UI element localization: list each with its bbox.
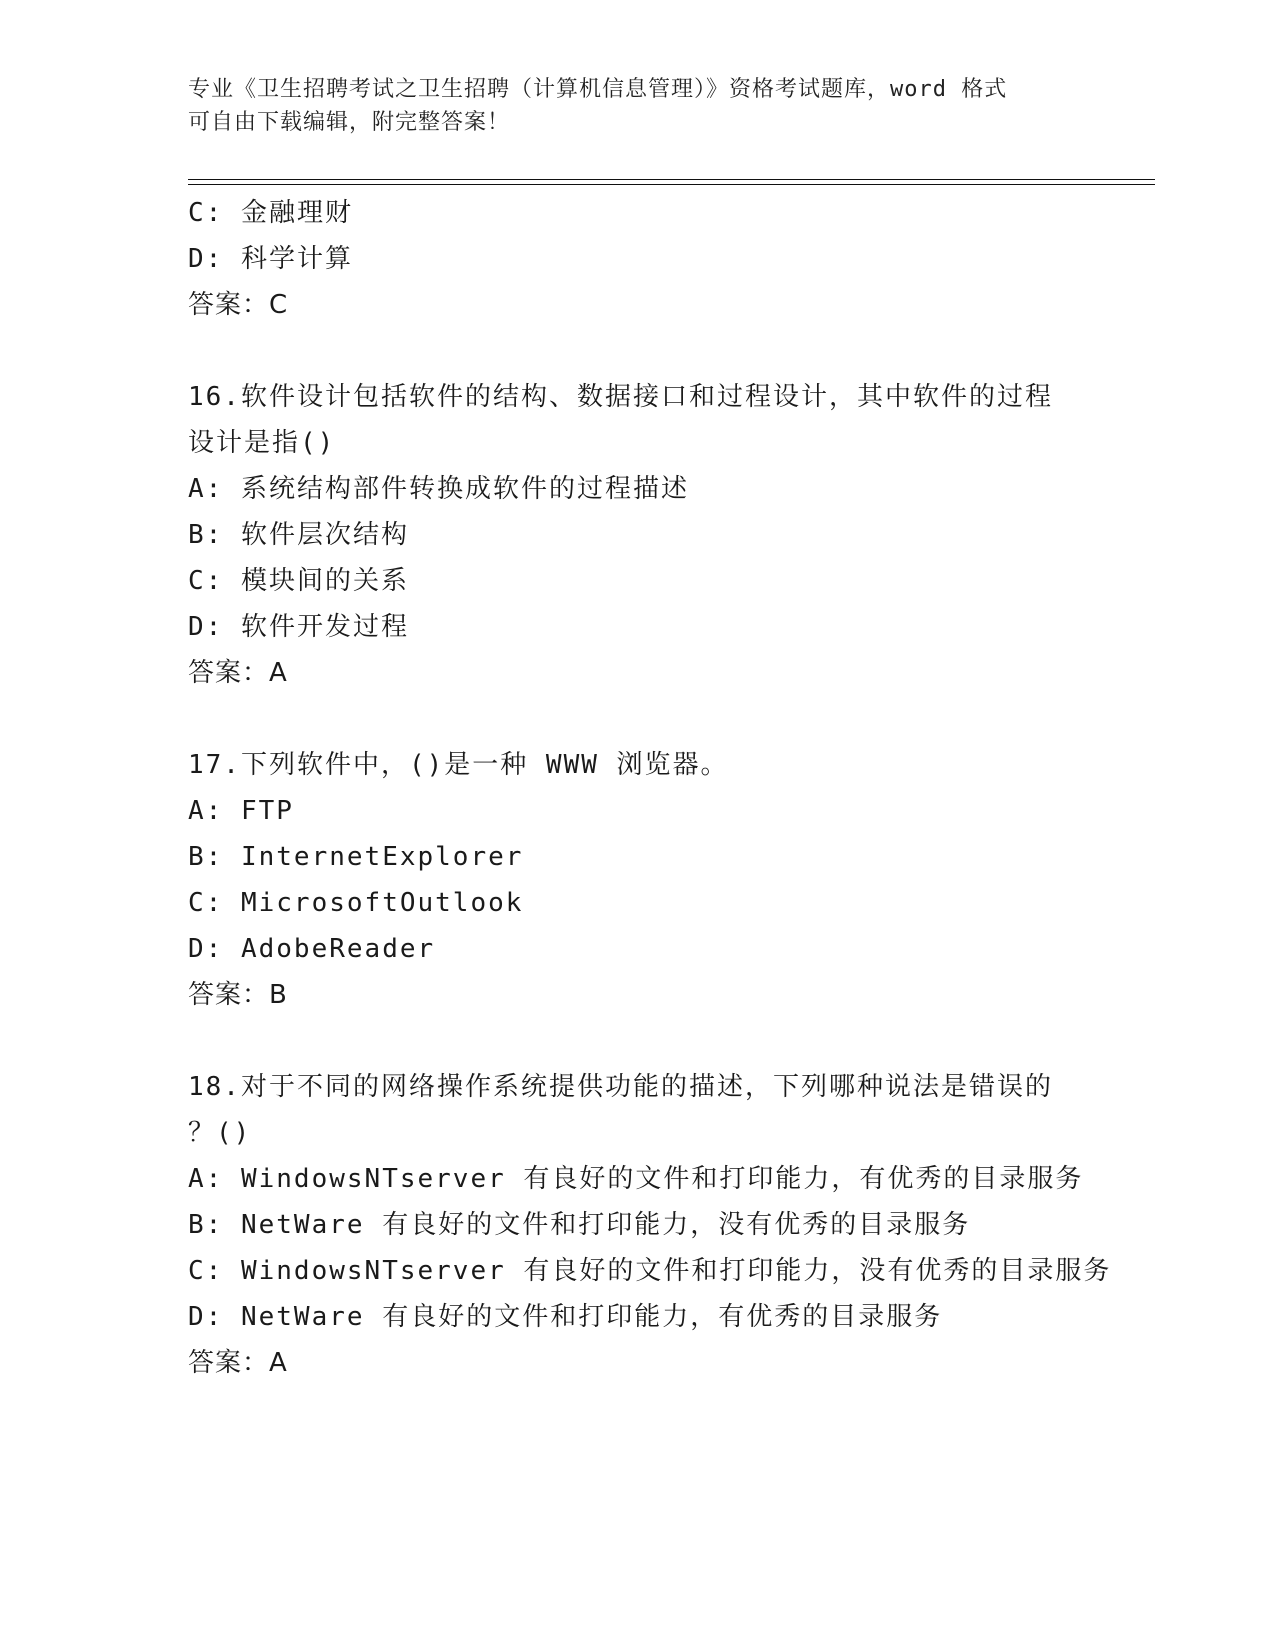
option-c xyxy=(188,558,1148,604)
answer-line: 答案：A xyxy=(188,1348,288,1378)
option-c xyxy=(188,1248,1148,1294)
header-divider-bottom xyxy=(188,184,1155,185)
option-letter: A: xyxy=(188,474,224,504)
option-text: WindowsNTserver 有良好的文件和打印能力，没有优秀的目录服务 xyxy=(240,1256,1112,1286)
header-divider-top xyxy=(188,179,1155,180)
option-text: FTP xyxy=(240,796,294,826)
option-letter: C: xyxy=(188,1256,224,1286)
question-stem: 16.软件设计包括软件的结构、数据接口和过程设计，其中软件的过程 xyxy=(188,382,1053,412)
option-d xyxy=(188,604,1148,650)
option-d xyxy=(188,1294,1148,1340)
option-a xyxy=(188,788,1148,834)
spacer xyxy=(188,1018,1148,1064)
question-content xyxy=(188,190,1148,1386)
option-letter: C: xyxy=(188,888,224,918)
option-b xyxy=(188,1202,1148,1248)
option-text: NetWare 有良好的文件和打印能力，没有优秀的目录服务 xyxy=(240,1210,971,1240)
question-stem-cont: 设计是指() xyxy=(188,428,336,458)
option-text: MicrosoftOutlook xyxy=(240,888,524,918)
option-text: InternetExplorer xyxy=(240,842,524,872)
option-text: 软件开发过程 xyxy=(240,612,409,642)
option-c xyxy=(188,190,1148,236)
option-text: AdobeReader xyxy=(240,934,436,964)
option-text: 系统结构部件转换成软件的过程描述 xyxy=(240,474,689,504)
question-16 xyxy=(188,374,1148,696)
option-text: 金融理财 xyxy=(240,198,353,228)
option-text: 软件层次结构 xyxy=(240,520,409,550)
option-text: NetWare 有良好的文件和打印能力，有优秀的目录服务 xyxy=(240,1302,943,1332)
option-letter: D: xyxy=(188,934,224,964)
question-15-tail xyxy=(188,190,1148,328)
option-a xyxy=(188,1156,1148,1202)
question-18 xyxy=(188,1064,1148,1386)
option-a xyxy=(188,466,1148,512)
option-b xyxy=(188,512,1148,558)
option-d xyxy=(188,926,1148,972)
option-letter: D: xyxy=(188,612,224,642)
option-b xyxy=(188,834,1148,880)
option-letter: D: xyxy=(188,244,224,274)
header-line-1: 专业《卫生招聘考试之卫生招聘（计算机信息管理）》资格考试题库，word 格式 xyxy=(188,77,1008,102)
document-header xyxy=(188,73,1088,139)
answer-line: 答案：B xyxy=(188,980,288,1010)
option-letter: B: xyxy=(188,520,224,550)
header-line-2: 可自由下载编辑，附完整答案！ xyxy=(188,110,511,135)
question-17 xyxy=(188,742,1148,1018)
option-letter: A: xyxy=(188,1164,224,1194)
option-text: WindowsNTserver 有良好的文件和打印能力，有优秀的目录服务 xyxy=(240,1164,1084,1194)
option-letter: B: xyxy=(188,842,224,872)
answer-line: 答案：A xyxy=(188,658,288,688)
option-letter: C: xyxy=(188,566,224,596)
option-letter: D: xyxy=(188,1302,224,1332)
spacer xyxy=(188,696,1148,742)
option-text: 科学计算 xyxy=(240,244,353,274)
option-c xyxy=(188,880,1148,926)
question-stem-cont: ？() xyxy=(188,1118,252,1148)
answer-line: 答案：C xyxy=(188,290,289,320)
question-stem: 17.下列软件中，()是一种 WWW 浏览器。 xyxy=(188,750,729,780)
question-stem: 18.对于不同的网络操作系统提供功能的描述，下列哪种说法是错误的 xyxy=(188,1072,1053,1102)
option-d xyxy=(188,236,1148,282)
option-letter: B: xyxy=(188,1210,224,1240)
option-text: 模块间的关系 xyxy=(240,566,409,596)
option-letter: C: xyxy=(188,198,224,228)
option-letter: A: xyxy=(188,796,224,826)
spacer xyxy=(188,328,1148,374)
